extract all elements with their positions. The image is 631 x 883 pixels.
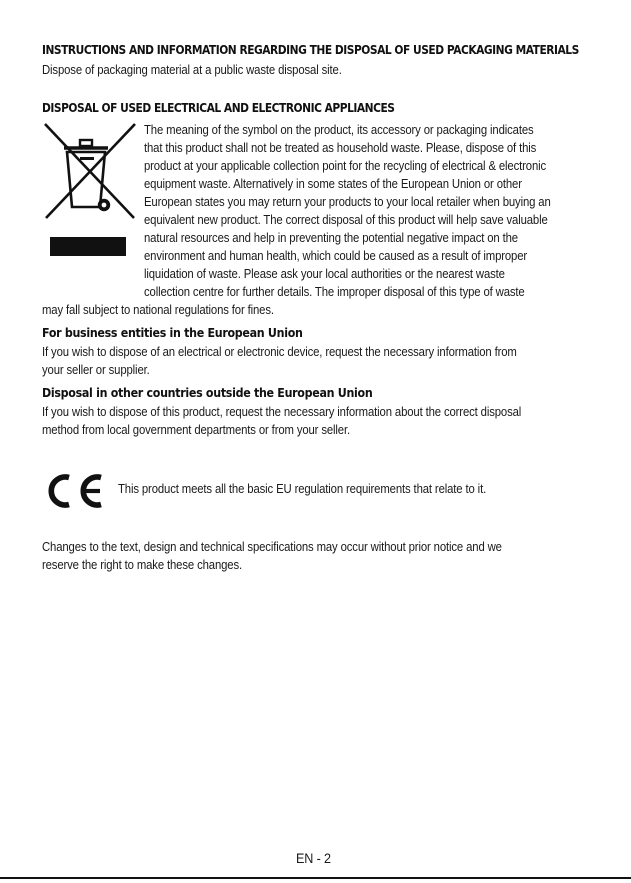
weee-text-line: equipment waste. Alternatively in some states of the European Union or other	[144, 177, 522, 191]
business-text-line: your seller or supplier.	[42, 363, 150, 377]
changes-text-line: reserve the right to make these changes.	[42, 558, 242, 572]
weee-text-line: environment and human health, which could be caused as a result of improper	[144, 249, 528, 263]
weee-marking-bar	[50, 237, 126, 256]
other-countries-text-line: method from local government departments or from your seller.	[42, 423, 351, 437]
weee-text-line: product at your applicable collection point for the recycling of electrical & electronic	[144, 159, 547, 173]
weee-heading: DISPOSAL OF USED ELECTRICAL AND ELECTRONIC APPLIANCES	[42, 100, 395, 115]
other-countries-text-line: If you wish to dispose of this product, request the necessary information about the correct disposal	[42, 405, 522, 419]
ce-mark-icon	[44, 472, 106, 510]
weee-text-line: equivalent new product. The correct disposal of this product will help save valuable	[144, 213, 548, 227]
other-countries-heading: Disposal in other countries outside the European Union	[42, 385, 373, 400]
ce-statement: This product meets all the basic EU regulation requirements that relate to it.	[118, 482, 487, 496]
packaging-heading: INSTRUCTIONS AND INFORMATION REGARDING THE DISPOSAL OF USED PACKAGING MATERIALS	[42, 42, 579, 57]
weee-text-line: collection centre for further details. The improper disposal of this type of waste	[144, 285, 525, 299]
weee-text-line: European states you may return your products to your local retailer when buying an	[144, 195, 551, 209]
weee-text-line: The meaning of the symbol on the product, its accessory or packaging indicates	[144, 123, 534, 137]
weee-text-line: liquidation of waste. Please ask your local authorities or the nearest waste	[144, 267, 505, 281]
weee-text-line: that this product shall not be treated as household waste. Please, dispose of this	[144, 141, 537, 155]
business-heading: For business entities in the European Union	[42, 325, 303, 340]
crossed-out-wheelie-bin-icon	[42, 121, 138, 221]
business-text-line: If you wish to dispose of an electrical or electronic device, request the necessary information from	[42, 345, 517, 359]
footer-rule	[0, 877, 631, 879]
page-number: EN - 2	[296, 850, 331, 866]
weee-text-line: may fall subject to national regulations for fines.	[42, 303, 274, 317]
weee-text-line: natural resources and help in preventing the potential negative impact on the	[144, 231, 518, 245]
packaging-text: Dispose of packaging material at a public waste disposal site.	[42, 63, 342, 77]
changes-text-line: Changes to the text, design and technical specifications may occur without prior notice and we	[42, 540, 502, 554]
